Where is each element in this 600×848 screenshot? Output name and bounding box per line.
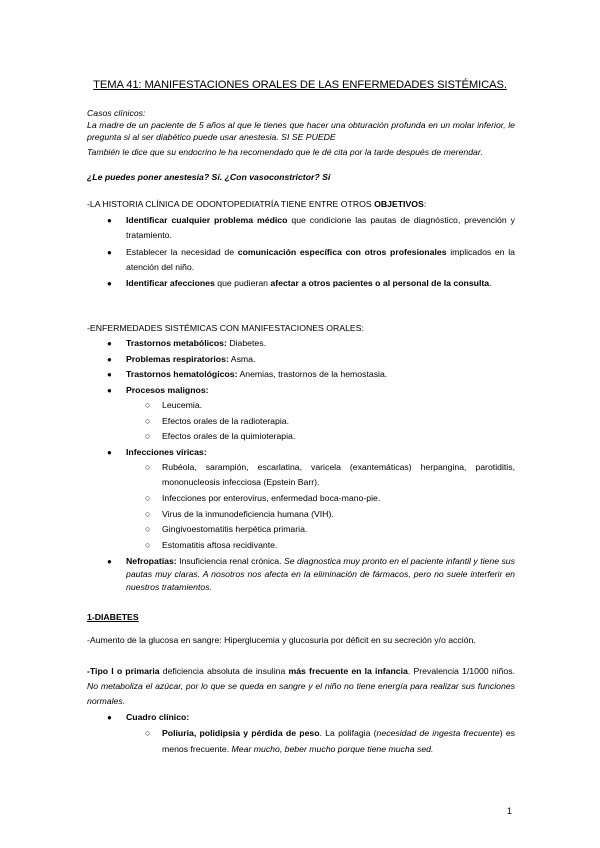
bullet-icon: ● bbox=[107, 339, 112, 348]
malignant-item: Efectos orales de la quimioterapia. bbox=[162, 431, 296, 441]
circle-bullet-icon: ○ bbox=[145, 416, 151, 426]
viral-heading: Infecciones víricas: bbox=[126, 447, 207, 457]
case-question: ¿Le puedes poner anestesia? Sí. ¿Con vasoconstrictor? Sí bbox=[87, 172, 331, 182]
case-heading: Casos clínicos: bbox=[87, 108, 146, 118]
systemic-item: Trastornos metabólicos: Diabetes. bbox=[126, 338, 267, 348]
systemic-item: Trastornos hematológicos: Anemias, trastornos de la hemostasia. bbox=[126, 369, 388, 379]
case-answer: SI SE PUEDE bbox=[281, 132, 336, 143]
circle-bullet-icon: ○ bbox=[145, 540, 151, 550]
clinical-heading: Cuadro clínico: bbox=[126, 712, 190, 722]
nephropathy-item: Nefropatías: Insuficiencia renal crónica. Se diagnostica muy pronto en el paciente infantil y tiene sus pautas muy claras. A nosotros nos afecta en la eliminación de fármacos, pero no suele interferir en nuestros tratamientos. bbox=[126, 556, 515, 593]
page-number: 1 bbox=[507, 806, 513, 816]
viral-item: Virus de la inmunodeficiencia humana (VIH). bbox=[162, 509, 334, 519]
circle-bullet-icon: ○ bbox=[145, 509, 151, 519]
circle-bullet-icon: ○ bbox=[145, 728, 151, 738]
objectives-heading: -LA HISTORIA CLÍNICA DE ODONTOPEDIATRÍA TIENE ENTRE OTROS OBJETIVOS: bbox=[87, 199, 427, 209]
bullet-icon: ● bbox=[107, 386, 112, 395]
systemic-item: Procesos malignos: bbox=[126, 385, 209, 395]
bullet-icon: ● bbox=[107, 448, 112, 457]
clinical-item: Poliuria, polidipsia y pérdida de peso. La polifagia (necesidad de ingesta frecuente) es menos frecuente. Mear mucho, beber mucho porque tiene mucha sed. bbox=[162, 728, 516, 754]
malignant-item: Leucemia. bbox=[162, 400, 203, 410]
case-paragraph-2: También le dice que su endocrino le ha recomendado que le dé cita por la tarde después de merendar. bbox=[87, 147, 483, 157]
diabetes-paragraph-2: -Tipo I o primaria deficiencia absoluta de insulina más frecuente en la infancia. Prevalencia 1/1000 niños. No metaboliza el azúcar, por lo que se queda en sangre y el niño no tiene energía para realizar sus funciones normales. bbox=[87, 666, 515, 706]
circle-bullet-icon: ○ bbox=[145, 524, 151, 534]
bullet-icon: ● bbox=[107, 279, 112, 288]
viral-item: Gingivoestomatitis herpética primaria. bbox=[162, 524, 308, 534]
bullet-icon: ● bbox=[107, 216, 112, 225]
circle-bullet-icon: ○ bbox=[145, 400, 151, 410]
bullet-icon: ● bbox=[107, 713, 112, 722]
page-title: TEMA 41: MANIFESTACIONES ORALES DE LAS ENFERMEDADES SISTÉMICAS. bbox=[93, 79, 507, 91]
diabetes-paragraph-1: -Aumento de la glucosa en sangre: Hiperglucemia y glucosuria por déficit en su secreción y/o acción. bbox=[87, 635, 476, 645]
objective-item: Identificar cualquier problema médico que condicione las pautas de diagnóstico, prevención y tratamiento. bbox=[126, 215, 515, 241]
bullet-icon: ● bbox=[107, 557, 112, 566]
systemic-item: Problemas respiratorios: Asma. bbox=[126, 354, 256, 364]
circle-bullet-icon: ○ bbox=[145, 493, 151, 503]
bullet-icon: ● bbox=[107, 370, 112, 379]
objective-item: Identificar afecciones que pudieran afectar a otros pacientes o al personal de la consulta. bbox=[126, 278, 492, 288]
diabetes-heading: 1-DIABETES bbox=[87, 612, 139, 622]
circle-bullet-icon: ○ bbox=[145, 462, 151, 472]
circle-bullet-icon: ○ bbox=[145, 431, 151, 441]
viral-item: Rubéola, sarampión, escarlatina, varicela (exantemáticas) herpangina, parotiditis, mononucleosis infecciosa (Epstein Barr). bbox=[162, 462, 515, 488]
bullet-icon: ● bbox=[107, 248, 112, 257]
objective-item: Establecer la necesidad de comunicación específica con otros profesionales implicados en la atención del niño. bbox=[126, 247, 516, 273]
systemic-heading: -ENFERMEDADES SISTÉMICAS CON MANIFESTACIONES ORALES: bbox=[87, 323, 364, 333]
viral-item: Infecciones por enterovirus, enfermedad boca-mano-pie. bbox=[162, 493, 381, 503]
viral-item: Estomatitis aftosa recidivante. bbox=[162, 540, 278, 550]
malignant-item: Efectos orales de la radioterapia. bbox=[162, 416, 290, 426]
bullet-icon: ● bbox=[107, 355, 112, 364]
case-paragraph-1: La madre de un paciente de 5 años al que le tienes que hacer una obturación profunda en un molar inferior, le pregunta si al ser diabético puede usar anestesia. SI SE PUEDE bbox=[87, 120, 515, 143]
